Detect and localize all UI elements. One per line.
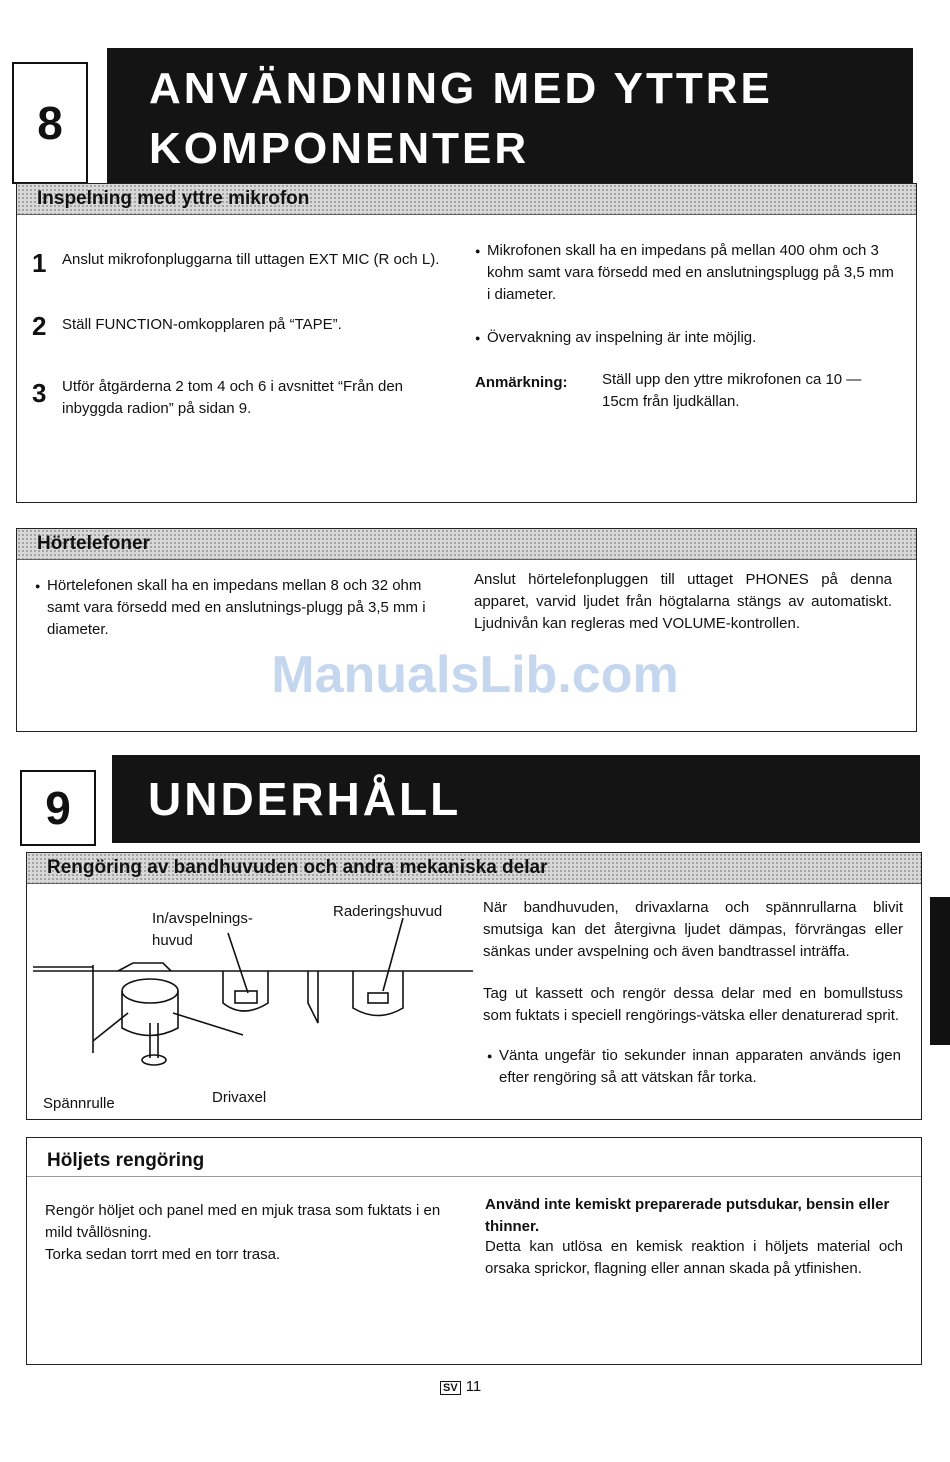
phones-bullet: ● Hörtelefonen skall ha en impedans mellan 8 och 32 ohm samt vara försedd med en anslutnings-plugg på 3,5 mm i diameter.: [47, 575, 452, 641]
mic-section-heading: Inspelning med yttre mikrofon: [17, 184, 916, 215]
mic-bullet-impedance: ● Mikrofonen skall ha en impedans på mellan 400 ohm och 3 kohm samt vara försedd med en anslutningsplugg på 3,5 mm i diameter.: [487, 240, 895, 306]
step-2-number: 2: [32, 311, 47, 341]
label-capstan: Drivaxel: [212, 1089, 267, 1106]
heads-para-2: Tag ut kassett och rengör dessa delar med en bomullstuss som fuktats i speciell rengörings-vätska eller denaturerad sprit.: [483, 985, 903, 1024]
cabinet-right-text: Detta kan utlösa en kemisk reaktion i höljets material och orsaka sprickor, flagning eller annan skada på ytfinishen.: [485, 1238, 903, 1277]
label-playhead: In/avspelnings- huvud: [152, 910, 253, 949]
mic-bullet-monitoring: ● Övervakning av inspelning är inte möjlig.: [487, 327, 895, 349]
step-3-number: 3: [32, 378, 47, 408]
heads-bullet: ● Vänta ungefär tio sekunder innan apparaten används igen efter rengöring så att vätskan får torka.: [499, 1045, 901, 1089]
mic-note-text: Ställ upp den yttre mikrofonen ca 10 — 15cm från ljudkällan.: [602, 371, 862, 410]
section-8-title-line1: ANVÄNDNING MED YTTRE: [149, 64, 773, 113]
language-badge: SV: [440, 1381, 461, 1395]
mic-section-box: [16, 183, 917, 503]
phones-text: Anslut hörtelefonpluggen till uttaget PHONES på denna apparet, varvid ljudet från högtalarna stängs av automatiskt. Ljudnivån kan regleras med VOLUME-kontrollen.: [474, 571, 892, 632]
step-3-text: Utför åtgärderna 2 tom 4 och 6 i avsnittet “Från den inbyggda radion” på sidan 9.: [62, 378, 404, 417]
section-9-title: UNDERHÅLL: [112, 755, 920, 843]
side-tab-marker: [930, 897, 950, 1045]
page-number: 11: [465, 1378, 482, 1395]
cabinet-warning: Använd inte kemiskt preparerade putsdukar, bensin eller thinner.: [485, 1196, 890, 1235]
heads-para-1: När bandhuvuden, drivaxlarna och spännrullarna blivit smutsiga kan det återgivna ljudet dämpas, förvrängas eller sänkas under avspelning och även bandtrassel inträffa.: [483, 899, 903, 960]
cabinet-left-text: Rengör höljet och panel med en mjuk trasa som fuktats i en mild tvållösning. Torka sedan torrt med en torr trasa.: [45, 1202, 441, 1263]
label-pinch-roller: Spännrulle: [43, 1095, 115, 1112]
label-erase-head: Raderingshuvud: [333, 903, 443, 920]
section-8-title-line2: KOMPONENTER: [149, 124, 530, 173]
section-number-9: 9: [20, 770, 96, 846]
page-footer: [440, 1378, 481, 1395]
section-8-title: [107, 48, 913, 183]
phones-section-heading: Hörtelefoner: [17, 529, 916, 560]
mic-note-label: Anmärkning:: [475, 374, 568, 391]
step-1-number: 1: [32, 248, 47, 278]
step-1-text: Anslut mikrofonpluggarna till uttagen EXT MIC (R och L).: [62, 251, 440, 268]
watermark: ManualsLib.com: [271, 646, 679, 704]
cabinet-section-heading: Höljets rengöring: [27, 1146, 921, 1177]
heads-section-heading: Rengöring av bandhuvuden och andra mekaniska delar: [27, 853, 921, 884]
tape-head-diagram: [33, 893, 473, 1093]
cabinet-section-box: [26, 1137, 922, 1365]
heads-section-box: [26, 852, 922, 1120]
section-number-8: 8: [12, 62, 88, 184]
step-2-text: Ställ FUNCTION-omkopplaren på “TAPE”.: [62, 316, 342, 333]
